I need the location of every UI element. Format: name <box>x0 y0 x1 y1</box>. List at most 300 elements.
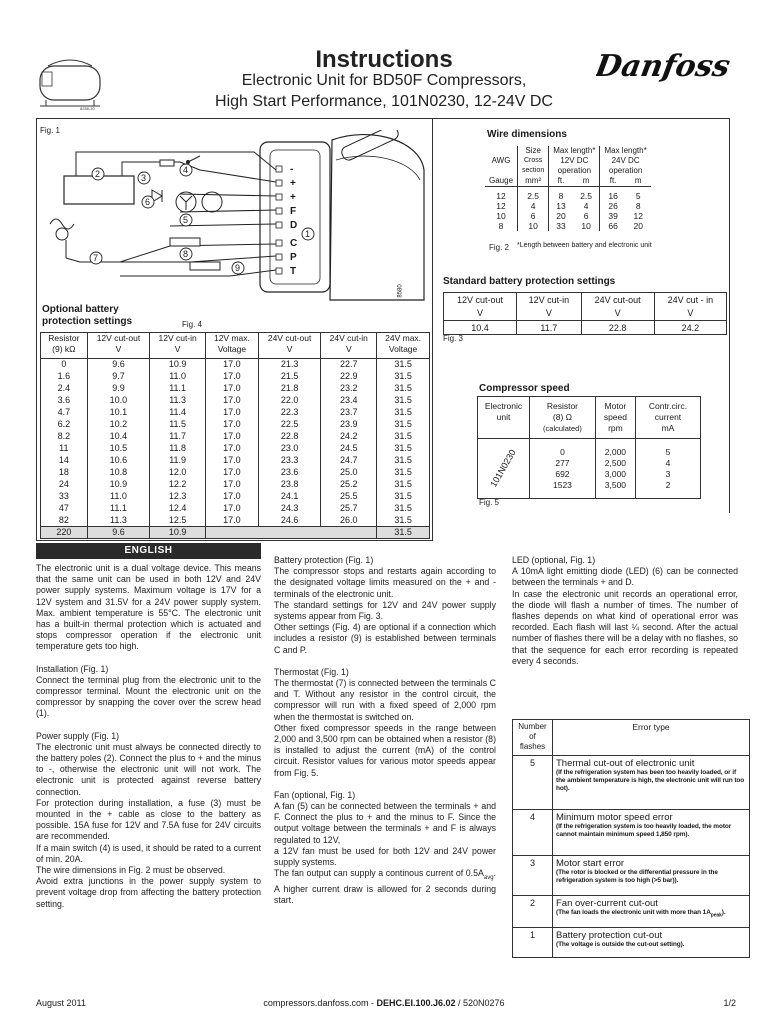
table-cell: 31.5 <box>377 371 430 383</box>
table-cell: 24.5 <box>321 443 377 455</box>
table-cell: 10.2 <box>87 419 150 431</box>
table-cell: 14 <box>41 455 88 467</box>
table-cell: 31.5 <box>377 443 430 455</box>
table-cell: 11.3 <box>87 515 150 527</box>
table-cell: 12.3 <box>150 491 206 503</box>
table-cell: 1.6 <box>41 371 88 383</box>
error-detail-text: (The voltage is outside the cut-out setting). <box>556 941 685 948</box>
std-battery-cell: V <box>581 307 654 321</box>
table-row <box>41 467 430 479</box>
wire-cell: 12 <box>496 201 506 211</box>
page-title: Instructions <box>315 46 453 73</box>
error-row <box>513 896 750 928</box>
table-cell: 22.0 <box>258 395 321 407</box>
table-row <box>41 359 430 371</box>
speed-value: 692 <box>555 468 570 479</box>
table-cell: 17.0 <box>206 419 259 431</box>
std-battery-cell: 12V cut-in <box>517 293 582 307</box>
table-cell: 31.5 <box>377 455 430 467</box>
wire-hdr-awg: AWG <box>491 156 511 165</box>
wire-dimensions-title: Wire dimensions <box>487 129 567 140</box>
opt-header-line1: Resistor <box>48 333 80 343</box>
footer-center <box>0 998 768 1008</box>
terminal-t: T <box>290 266 297 277</box>
wire-cell: 33 <box>549 221 573 231</box>
fig2-label: Fig. 2 <box>489 243 510 252</box>
table-cell: 220 <box>41 527 88 539</box>
table-cell: 25.7 <box>321 503 377 515</box>
table-row <box>41 479 430 491</box>
wire-cell: 16 <box>600 187 626 202</box>
err-hdr-type: Error type <box>553 720 750 756</box>
terminal-minus: - <box>290 164 294 175</box>
table-cell: 10.1 <box>87 407 150 419</box>
footer-dash: - <box>368 998 377 1008</box>
callout-5: 5 <box>183 215 189 225</box>
table-cell: 6.2 <box>41 419 88 431</box>
table-row <box>41 455 430 467</box>
text-column-3 <box>512 555 738 667</box>
table-cell: 31.5 <box>377 395 430 407</box>
table-cell: 21.8 <box>258 383 321 395</box>
std-battery-table <box>443 292 727 335</box>
table-cell: 8.2 <box>41 431 88 443</box>
std-battery-row <box>444 307 727 321</box>
table-cell: 25.2 <box>321 479 377 491</box>
wire-hdr-op24: operation <box>600 166 651 176</box>
intro-paragraph: The electronic unit is a dual voltage device. This means that the same unit can be used in both 12V and 24V power supply systems. Maximum voltage is 17V for a 12V system and 31.5V for a 24V power supply system. Max. ambient temperature is 55°C. The electronic unit has a built-in thermal protection which is actuated and stops compressor operation if the electronic unit temperature gets too high. <box>36 563 261 652</box>
figure-code: 8580 <box>397 284 404 298</box>
table-row <box>41 395 430 407</box>
wire-row <box>485 187 651 202</box>
speed-table <box>477 396 701 499</box>
power-supply-paragraph-1: The electronic unit must always be connected directly to the battery poles (2). Connect the plus to + and the minus to -, otherwise the electronic unit will not work. The electronic unit is protected against reverse battery connection. <box>36 741 261 797</box>
optional-battery-title-2: protection settings <box>42 316 133 327</box>
wire-hdr-gauge: Gauge <box>489 176 514 185</box>
table-cell: 9.6 <box>87 527 150 539</box>
error-flash-count: 5 <box>513 756 553 810</box>
terminal-p: P <box>290 252 297 263</box>
table-cell: 31.5 <box>377 467 430 479</box>
error-description <box>553 756 750 810</box>
wire-dimensions-table <box>485 146 651 231</box>
opt-header-line2: V <box>174 344 181 354</box>
table-cell <box>206 527 259 539</box>
table-row-last <box>41 527 430 539</box>
speed-value: 2 <box>665 479 671 490</box>
opt-header-line1: 12V cut-in <box>158 333 197 343</box>
table-cell: 31.5 <box>377 407 430 419</box>
speed-hdr-curr-2: current <box>654 412 682 422</box>
wire-cell: 13 <box>549 201 573 211</box>
table-cell: 24 <box>41 479 88 491</box>
table-cell: 23.4 <box>321 395 377 407</box>
speed-hdr-speed-2: speed <box>603 412 627 422</box>
table-row <box>41 431 430 443</box>
table-cell: 24.2 <box>321 431 377 443</box>
error-row <box>513 756 750 810</box>
battery-protection-heading: Battery protection (Fig. 1) <box>274 555 374 565</box>
wire-hdr-max12: Max length* <box>549 146 600 156</box>
callout-3: 3 <box>141 173 147 183</box>
opt-header-line2: V <box>115 344 122 354</box>
wire-cell: 5 <box>626 187 651 202</box>
power-supply-heading: Power supply (Fig. 1) <box>36 730 120 741</box>
table-cell: 21.3 <box>258 359 321 371</box>
opt-header-line2: Voltage <box>217 344 247 354</box>
error-detail-text: (The rotor is blocked or the differential pressure in the refrigeration system is too high (>5 bar)). <box>556 869 718 884</box>
table-cell: 31.5 <box>377 431 430 443</box>
table-cell: 9.9 <box>87 383 150 395</box>
speed-hdr-speed-1: Motor <box>604 401 627 411</box>
danfoss-logo <box>596 42 734 90</box>
std-battery-row <box>444 321 727 335</box>
table-cell: 17.0 <box>206 371 259 383</box>
table-cell: 10.8 <box>87 467 150 479</box>
opt-header-line2: (9) kΩ <box>52 344 76 354</box>
table-cell: 12.0 <box>150 467 206 479</box>
error-detail <box>556 869 746 885</box>
table-cell: 23.8 <box>258 479 321 491</box>
table-cell: 4.7 <box>41 407 88 419</box>
table-row <box>41 419 430 431</box>
wire-cell: 12 <box>485 187 518 202</box>
table-cell: 11.1 <box>87 503 150 515</box>
error-detail <box>556 941 746 949</box>
wire-cell: 10 <box>581 221 591 231</box>
wire-cell: 39 <box>600 211 626 221</box>
installation-heading: Installation (Fig. 1) <box>36 663 109 674</box>
table-cell: 17.0 <box>206 491 259 503</box>
fan-text-b: . A higher current draw is allowed for 2 seconds during start. <box>274 868 496 906</box>
table-cell: 31.5 <box>377 491 430 503</box>
wire-hdr-m12: m <box>582 176 590 185</box>
table-cell: 10.4 <box>87 431 150 443</box>
wire-hdr-cross: Cross <box>518 156 549 166</box>
thermostat-heading: Thermostat (Fig. 1) <box>274 666 349 677</box>
footer-ref: / 520N0276 <box>455 998 505 1008</box>
error-title: Fan over-current cut-out <box>556 898 658 909</box>
table-cell: 31.5 <box>377 383 430 395</box>
callout-2: 2 <box>95 169 101 179</box>
table-row <box>41 383 430 395</box>
wire-row <box>485 201 651 211</box>
table-cell: 17.0 <box>206 395 259 407</box>
table-cell: 17.0 <box>206 479 259 491</box>
opt-header-line2: V <box>345 344 352 354</box>
table-cell: 22.7 <box>321 359 377 371</box>
table-cell: 11.0 <box>87 491 150 503</box>
table-cell: 11.9 <box>150 455 206 467</box>
table-row <box>41 371 430 383</box>
table-cell: 31.5 <box>377 359 430 371</box>
speed-value: 277 <box>555 457 570 468</box>
error-detail <box>556 823 746 839</box>
svg-text:Danfoss: Danfoss <box>596 49 733 84</box>
led-paragraph-2: In case the electronic unit records an operational error, the diode will flash a number of times. The number of flashes depends on what kind of operational error was recorded. Each flash will last ¼ second. After the actual number of flashes there will be a delay with no flashes, so that the sequence for each error recording is repeated every 4 seconds. <box>512 588 738 666</box>
table-cell: 33 <box>41 491 88 503</box>
thermostat-paragraph-2: Other fixed compressor speeds in the range between 2,000 and 3,500 rpm can be obtained when a resistor (8) is installed to adjust the current (mA) of the control circuit. Resistor values for various motor speeds appear from Fig. 5. <box>274 722 496 778</box>
power-supply-paragraph-3: If a main switch (4) is used, it should be rated to a current of min. 20A. <box>36 842 261 864</box>
callout-4: 4 <box>183 165 189 175</box>
table-row <box>41 491 430 503</box>
fan-text-sub: avg <box>483 875 494 882</box>
wire-row <box>485 221 651 231</box>
wire-cell: 4 <box>583 201 589 211</box>
std-battery-row <box>444 293 727 307</box>
wire-cell: 10 <box>518 221 549 231</box>
battery-protection-paragraph-1: The compressor stops and restarts again according to the designated voltage limits measured on the + and - terminals of the electronic unit. <box>274 566 496 599</box>
error-flash-count: 1 <box>513 928 553 958</box>
text-column-1 <box>36 563 261 910</box>
table-cell: 31.5 <box>377 419 430 431</box>
error-row <box>513 928 750 958</box>
wire-hdr-op12: operation <box>549 166 600 176</box>
terminal-f: F <box>290 206 297 217</box>
table-cell: 17.0 <box>206 359 259 371</box>
table-cell: 9.6 <box>87 359 150 371</box>
opt-header-cell <box>150 333 206 359</box>
error-description <box>553 810 750 856</box>
table-cell: 11.1 <box>150 383 206 395</box>
table-cell: 25.5 <box>321 491 377 503</box>
speed-value: 3 <box>665 468 671 479</box>
svg-text:8258-10: 8258-10 <box>80 106 95 111</box>
table-cell: 17.0 <box>206 515 259 527</box>
table-cell: 17.0 <box>206 407 259 419</box>
text-column-2 <box>274 555 496 907</box>
fan-paragraph-2: a 12V fan must be used for both 12V and 24V power supply systems. <box>274 845 496 868</box>
table-cell: 22.8 <box>258 431 321 443</box>
callout-7: 7 <box>93 253 99 263</box>
speed-value: 3,500 <box>604 479 627 490</box>
speed-hdr-unit-1: Electronic <box>484 401 523 411</box>
fig3-label: Fig. 3 <box>443 334 464 343</box>
table-cell: 23.6 <box>258 467 321 479</box>
table-cell: 11.0 <box>150 371 206 383</box>
wire-cell: 8 <box>635 201 641 211</box>
table-cell: 47 <box>41 503 88 515</box>
table-cell: 10.5 <box>87 443 150 455</box>
table-cell: 31.5 <box>377 503 430 515</box>
table-cell: 11.7 <box>150 431 206 443</box>
err-hdr-num-1: Number <box>518 722 547 731</box>
speed-hdr-res-1: Resistor <box>546 401 579 411</box>
opt-header-cell <box>206 333 259 359</box>
error-flash-count: 3 <box>513 856 553 896</box>
fan-paragraph-3 <box>274 868 496 906</box>
error-detail <box>556 769 746 793</box>
thermostat-paragraph-1: The thermostat (7) is connected between the terminals C and T. Without any resistor in the control circuit, the compressor will run with a fixed speed of 2,000 rpm when the thermostat is switched on. <box>274 678 496 722</box>
opt-header-cell <box>258 333 321 359</box>
speed-title: Compressor speed <box>479 383 570 394</box>
table-cell: 22.3 <box>258 407 321 419</box>
std-battery-cell: 12V cut-out <box>444 293 517 307</box>
speed-value: 2,500 <box>604 457 627 468</box>
optional-battery-title-1: Optional battery <box>42 304 119 315</box>
wire-cell: 2.5 <box>518 187 549 202</box>
opt-header-cell <box>377 333 430 359</box>
wire-hdr-section: section <box>518 166 549 176</box>
opt-header-cell <box>41 333 88 359</box>
terminal-plus-2: + <box>290 192 296 203</box>
error-title: Minimum motor speed error <box>556 812 673 823</box>
wire-hdr-mm2: mm² <box>518 176 549 187</box>
callout-8: 8 <box>183 249 189 259</box>
table-cell: 23.2 <box>321 383 377 395</box>
std-battery-cell: 24V cut - in <box>654 293 726 307</box>
table-cell <box>258 527 321 539</box>
error-description <box>553 896 750 928</box>
wire-cell: 12 <box>633 211 643 221</box>
power-supply-paragraph-4: The wire dimensions in Fig. 2 must be observed. <box>36 865 226 876</box>
error-description <box>553 928 750 958</box>
footer-url[interactable]: compressors.danfoss.com <box>263 998 369 1008</box>
table-cell: 82 <box>41 515 88 527</box>
error-detail-text: (If the refrigeration system has been too heavily loaded, or if the ambient temperature is high, the electronic unit will run too hot). <box>556 769 745 792</box>
wire-hdr-ft12: ft. <box>549 176 573 187</box>
speed-hdr-res-2: (8) Ω <box>552 412 572 422</box>
opt-header-line1: 24V max. <box>385 333 422 343</box>
error-row <box>513 856 750 896</box>
terminal-d: D <box>290 220 298 231</box>
error-table <box>512 719 750 958</box>
terminal-labels <box>290 163 297 279</box>
error-detail-sub: peak <box>710 912 722 919</box>
led-heading: LED (optional, Fig. 1) <box>512 555 596 565</box>
speed-value: 4 <box>665 457 671 468</box>
footer-doc-code: DEHC.EI.100.J6.02 <box>376 998 456 1008</box>
speed-hdr-unit-2: unit <box>496 412 511 422</box>
error-detail <box>556 909 746 919</box>
error-flash-count: 4 <box>513 810 553 856</box>
optional-battery-table <box>40 332 430 539</box>
std-battery-cell: 22.8 <box>581 321 654 335</box>
table-cell: 12.4 <box>150 503 206 515</box>
table-cell: 10.9 <box>87 479 150 491</box>
wire-cell: 20 <box>633 221 643 231</box>
error-title: Battery protection cut-out <box>556 930 663 941</box>
table-cell: 22.9 <box>321 371 377 383</box>
battery-protection-paragraph-2: The standard settings for 12V and 24V power supply systems appear from Fig. 3. <box>274 599 496 622</box>
speed-hdr-res-3: (calculated) <box>543 424 582 433</box>
table-cell: 2.4 <box>41 383 88 395</box>
page-subtitle-line2: High Start Performance, 101N0230, 12-24V DC <box>215 93 553 110</box>
speed-speeds-cell <box>595 439 635 499</box>
wire-hdr-m24: m <box>634 176 642 185</box>
wire-cell: 2.5 <box>573 187 600 202</box>
speed-currents-cell <box>635 439 700 499</box>
error-description <box>553 856 750 896</box>
table-cell: 17.0 <box>206 467 259 479</box>
fig1-label: Fig. 1 <box>40 126 61 135</box>
callout-9: 9 <box>235 263 241 273</box>
speed-value: 5 <box>665 446 671 457</box>
wire-cell: 6 <box>518 211 549 221</box>
fig5-label: Fig. 5 <box>479 498 500 507</box>
table-cell: 11.3 <box>150 395 206 407</box>
wire-hdr-size: Size <box>518 146 549 156</box>
terminal-plus: + <box>290 178 296 189</box>
callout-1: 1 <box>305 229 311 239</box>
opt-header-line1: 12V cut-out <box>96 333 141 343</box>
table-cell: 21.5 <box>258 371 321 383</box>
error-flash-count: 2 <box>513 896 553 928</box>
err-hdr-num-2: of <box>529 732 536 741</box>
fan-paragraph-1: A fan (5) can be connected between the terminals + and F. Connect the plus to + and the minus to F. Since the output voltage between the terminals + and F is always regulated to 12V, <box>274 801 496 845</box>
table-cell: 3.6 <box>41 395 88 407</box>
wire-cell: 6 <box>583 211 589 221</box>
speed-unit-code: 101N0230 <box>488 447 518 489</box>
opt-header-cell <box>87 333 150 359</box>
table-cell: 24.6 <box>258 515 321 527</box>
speed-value: 1523 <box>552 479 572 490</box>
frame-top-line <box>433 118 730 119</box>
table-cell: 11.5 <box>150 419 206 431</box>
table-cell: 24.1 <box>258 491 321 503</box>
table-cell: 23.0 <box>258 443 321 455</box>
speed-hdr-curr-3: mA <box>661 423 675 433</box>
table-row <box>41 407 430 419</box>
speed-value: 0 <box>560 446 565 457</box>
std-battery-cell: V <box>444 307 517 321</box>
speed-value: 3,000 <box>604 468 627 479</box>
table-cell: 0 <box>41 359 88 371</box>
table-cell <box>321 527 377 539</box>
table-cell: 25.0 <box>321 467 377 479</box>
wiring-diagram <box>40 130 432 310</box>
table-cell: 31.5 <box>377 527 430 539</box>
fig4-label: Fig. 4 <box>182 320 203 329</box>
fan-text-a: The fan output can supply a continous current of 0.5A <box>274 868 484 879</box>
std-battery-cell: V <box>517 307 582 321</box>
speed-hdr-speed-3: rpm <box>608 423 623 433</box>
std-battery-cell: V <box>654 307 726 321</box>
table-cell: 17.0 <box>206 455 259 467</box>
callout-6: 6 <box>145 197 151 207</box>
wire-cell: 8 <box>549 187 573 202</box>
wire-row <box>485 211 651 221</box>
wire-cell: 8 <box>498 221 504 231</box>
installation-paragraph: Connect the terminal plug from the electronic unit to the compressor terminal. Mount the electronic unit on the compressor by snapping the cover over the screw head (1). <box>36 674 261 719</box>
error-detail-text: (The fan loads the electronic unit with more than 1A <box>556 909 711 916</box>
table-cell: 17.0 <box>206 443 259 455</box>
speed-resistors-cell <box>530 439 596 499</box>
std-battery-title: Standard battery protection settings <box>443 276 616 287</box>
wire-cell: 26 <box>600 201 626 211</box>
wire-cell: 10 <box>496 211 506 221</box>
fan-heading: Fan (optional, Fig. 1) <box>274 789 356 800</box>
led-paragraph-1: A 10mA light emitting diode (LED) (6) can be connected between the terminals + and D. <box>512 566 738 588</box>
table-cell: 23.7 <box>321 407 377 419</box>
table-cell: 23.9 <box>321 419 377 431</box>
error-title: Motor start error <box>556 858 625 869</box>
frame-right-line <box>729 118 730 513</box>
table-cell: 24.3 <box>258 503 321 515</box>
error-title: Thermal cut-out of electronic unit <box>556 758 695 769</box>
table-cell: 17.0 <box>206 383 259 395</box>
speed-value: 2,000 <box>604 446 627 457</box>
wire-hdr-ft24: ft. <box>600 176 626 187</box>
battery-protection-paragraph-3: Other settings (Fig. 4) are optional if a connection which includes a resistor (9) is established between terminals C and P. <box>274 622 496 655</box>
table-cell: 12.2 <box>150 479 206 491</box>
table-cell: 24.7 <box>321 455 377 467</box>
table-row <box>41 515 430 527</box>
table-cell: 22.5 <box>258 419 321 431</box>
power-supply-paragraph-2: For protection during installation, a fuse (3) must be mounted in the + cable as close to the battery as possible. 15A fuse for 12V and 7.5A fuse for 24V circuits are recommended. <box>36 797 261 842</box>
table-row <box>41 503 430 515</box>
table-cell: 31.5 <box>377 515 430 527</box>
